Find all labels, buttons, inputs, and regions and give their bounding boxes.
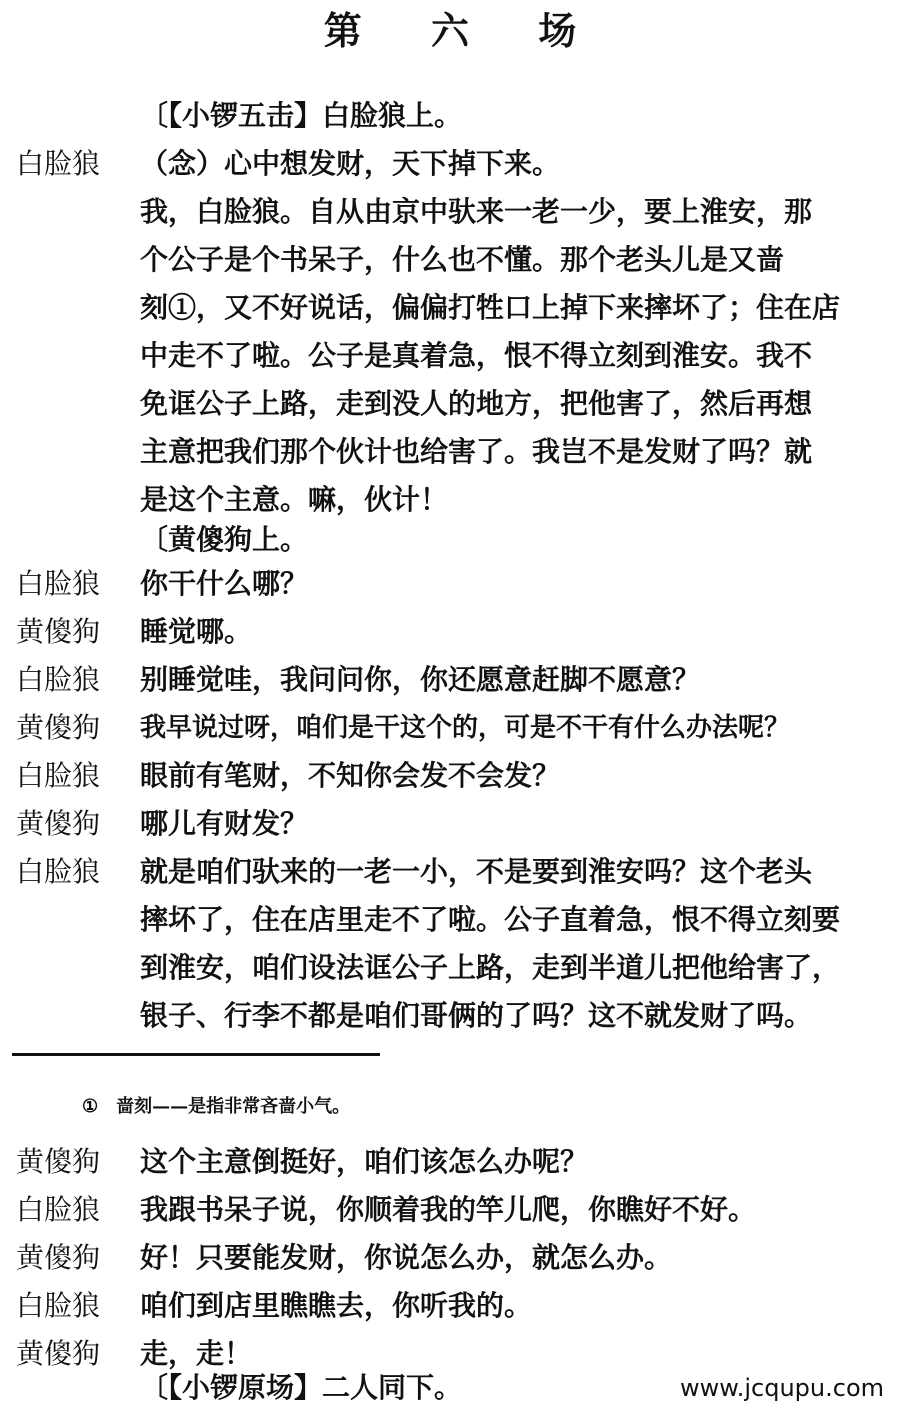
dialogue-line: 是这个主意。嘛，伙计！ [140,483,449,516]
footnote-mark: ① [82,1096,99,1117]
watermark-url: www.jcqupu.com [680,1374,884,1402]
dialogue-line: 摔坏了，住在店里走不了啦。公子直着急，恨不得立刻要 [140,903,841,936]
dialogue-line: 眼前有笔财，不知你会发不会发？ [140,759,561,792]
stage-direction: 〔【小锣五击】白脸狼上。 [140,99,463,132]
speaker-name: 白脸狼 [16,855,101,888]
speaker-name: 黄傻狗 [16,1337,101,1370]
dialogue-line: 刻①，又不好说话，偏偏打牲口上掉下来摔坏了；住在店 [140,291,841,324]
dialogue-line: 这个主意倒挺好，咱们该怎么办呢？ [140,1145,589,1178]
dialogue-line: 就是咱们驮来的一老一小，不是要到淮安吗？这个老头 [140,855,813,888]
speaker-name: 黄傻狗 [16,807,101,840]
dialogue-line: 好！只要能发财，你说怎么办，就怎么办。 [140,1241,673,1274]
stage-direction: 〔【小锣原场】二人同下。 [140,1371,463,1404]
speaker-name: 白脸狼 [16,147,101,180]
dialogue-line: 我跟书呆子说，你顺着我的竿儿爬，你瞧好不好。 [140,1193,757,1226]
dialogue-line: 中走不了啦。公子是真着急，恨不得立刻到淮安。我不 [140,339,813,372]
speaker-name: 白脸狼 [16,759,101,792]
speaker-name: 白脸狼 [16,1289,101,1322]
speaker-name: 黄傻狗 [16,1241,101,1274]
footnote-divider [12,1053,380,1056]
dialogue-line: 我，白脸狼。自从由京中驮来一老一少，要上淮安，那 [140,195,813,228]
speaker-name: 黄傻狗 [16,615,101,648]
dialogue-line: 哪儿有财发？ [140,807,309,840]
dialogue-line: （念）心中想发财，天下掉下来。 [140,147,561,180]
dialogue-line: 主意把我们那个伙计也给害了。我岂不是发财了吗？就 [140,435,813,468]
footnote [82,1093,350,1121]
dialogue-line: 你干什么哪？ [140,567,309,600]
dialogue-line: 免诓公子上路，走到没人的地方，把他害了，然后再想 [140,387,813,420]
speaker-name: 黄傻狗 [16,1145,101,1178]
page-title: 第 六 场 [323,8,605,53]
dialogue-line: 别睡觉哇，我问问你，你还愿意赶脚不愿意？ [140,663,701,696]
speaker-name: 白脸狼 [16,1193,101,1226]
footnote-text: 啬刻——是指非常吝啬小气。 [116,1096,351,1117]
dialogue-line: 咱们到店里瞧瞧去，你听我的。 [140,1289,533,1322]
speaker-name: 白脸狼 [16,567,101,600]
stage-direction: 〔黄傻狗上。 [140,523,309,556]
speaker-name: 黄傻狗 [16,711,101,744]
speaker-name: 白脸狼 [16,663,101,696]
dialogue-line: 走，走！ [140,1337,253,1370]
dialogue-line: 睡觉哪。 [140,615,253,648]
dialogue-line: 我早说过呀，咱们是干这个的，可是不干有什么办法呢？ [140,713,791,743]
dialogue-line: 个公子是个书呆子，什么也不懂。那个老头儿是又啬 [140,243,785,276]
dialogue-line: 银子、行李不都是咱们哥俩的了吗？这不就发财了吗。 [140,999,813,1032]
dialogue-line: 到淮安，咱们设法诓公子上路，走到半道儿把他给害了， [140,951,841,984]
